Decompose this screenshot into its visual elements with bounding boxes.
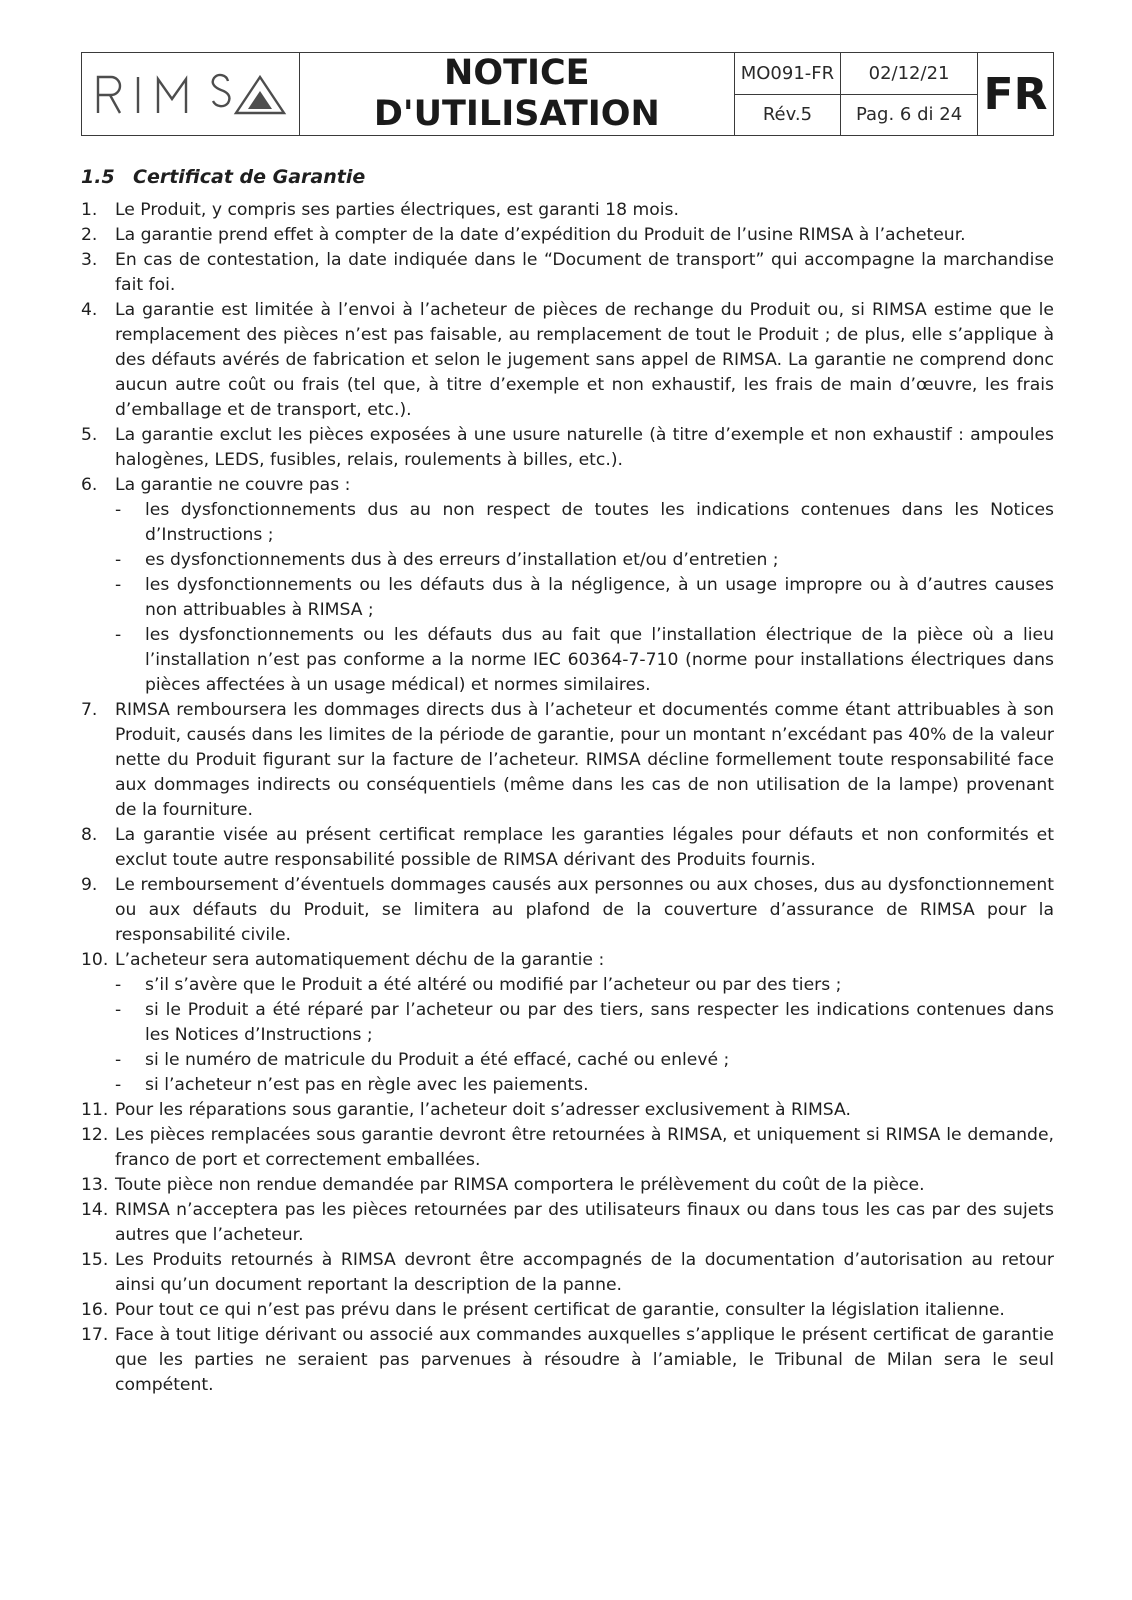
item-text: Face à tout litige dérivant ou associé aux commandes auxquelles s’applique le présent certificat de garantie que les parties ne seraient pas parvenues à résoudre à l’amiable, le Tribunal de Milan sera le seul compétent. xyxy=(115,1325,1054,1395)
item-text: RIMSA remboursera les dommages directs dus à l’acheteur et documentés comme étant attribuables à son Produit, causés dans les limites de la période de garantie, pour un montant n’excédant pas 40% de la valeur nette du Produit figurant sur la facture de l’acheteur. RIMSA décline formellement toute responsabilité face aux dommages indirects ou conséquentiels (même dans les cas de non utilisation de la lampe) provenant de la fourniture. xyxy=(115,700,1054,820)
item-text: La garantie visée au présent certificat remplace les garanties légales pour défauts et non conformités et exclut toute autre responsabilité possible de RIMSA dérivant des Produits fournis. xyxy=(115,825,1054,870)
item-text: Toute pièce non rendue demandée par RIMSA comportera le prélèvement du coût de la pièce. xyxy=(115,1175,925,1195)
item-text: La garantie exclut les pièces exposées à une usure naturelle (à titre d’exemple et non exhaustif : ampoules halogènes, LEDS, fusibles, relais, roulements à billes, etc.). xyxy=(115,425,1054,470)
sub-list-item xyxy=(115,548,1054,573)
item-text: L’acheteur sera automatiquement déchu de la garantie : xyxy=(115,950,605,970)
item-number: 11. xyxy=(81,1100,109,1120)
item-text: RIMSA n’acceptera pas les pièces retournées par des utilisateurs finaux ou dans tous les cas par des sujets autres que l’acheteur. xyxy=(115,1200,1054,1245)
item-number: 5. xyxy=(81,425,98,445)
sub-item-text: les dysfonctionnements ou les défauts dus à la négligence, à un usage impropre ou à d’autres causes non attribuables à RIMSA ; xyxy=(145,575,1054,620)
list-item xyxy=(81,1298,1054,1323)
sub-list-item xyxy=(115,1048,1054,1073)
sub-item-text: les dysfonctionnements ou les défauts dus au fait que l’installation électrique de la pièce où a lieu l’installation n’est pas conforme a la norme IEC 60364-7-710 (norme pour installations électriques dans pièces affectées à un usage médical) et normes similaires. xyxy=(145,625,1054,695)
rimsa-logo xyxy=(82,53,299,135)
page-number: Pag. 6 di 24 xyxy=(841,94,978,136)
title-cell xyxy=(299,53,734,136)
revision: Rév.5 xyxy=(734,94,840,136)
item-number: 13. xyxy=(81,1175,109,1195)
item-text: La garantie prend effet à compter de la date d’expédition du Produit de l’usine RIMSA à l’acheteur. xyxy=(115,225,966,245)
dash-marker: - xyxy=(115,500,122,520)
document-body xyxy=(81,164,1054,1398)
list-item xyxy=(81,223,1054,248)
list-item xyxy=(81,698,1054,823)
dash-marker: - xyxy=(115,575,122,595)
list-item xyxy=(81,248,1054,298)
item-number: 6. xyxy=(81,475,98,495)
list-item xyxy=(81,1173,1054,1198)
sub-list-item xyxy=(115,573,1054,623)
language-code: FR xyxy=(977,53,1053,136)
list-item xyxy=(81,1248,1054,1298)
dash-marker: - xyxy=(115,625,122,645)
section-title: Certificat de Garantie xyxy=(133,166,366,188)
item-number: 9. xyxy=(81,875,98,895)
document-header xyxy=(81,52,1054,136)
sub-item-text: si le Produit a été réparé par l’acheteur ou par des tiers, sans respecter les indications contenues dans les Notices d’Instructions ; xyxy=(145,1000,1054,1045)
sub-list-item xyxy=(115,1073,1054,1098)
item-number: 15. xyxy=(81,1250,109,1270)
logo-cell xyxy=(82,53,300,136)
sub-item-text: si le numéro de matricule du Produit a été effacé, caché ou enlevé ; xyxy=(145,1050,730,1070)
sub-list-item xyxy=(115,998,1054,1048)
sub-list-item xyxy=(115,623,1054,698)
item-number: 17. xyxy=(81,1325,109,1345)
item-number: 3. xyxy=(81,250,98,270)
dash-marker: - xyxy=(115,1050,122,1070)
list-item xyxy=(81,298,1054,423)
sub-list-item xyxy=(115,498,1054,548)
dash-marker: - xyxy=(115,1075,122,1095)
item-number: 16. xyxy=(81,1300,109,1320)
list-item xyxy=(81,948,1054,1098)
item-number: 10. xyxy=(81,950,109,970)
dash-marker: - xyxy=(115,550,122,570)
item-text: Les Produits retournés à RIMSA devront être accompagnés de la documentation d’autorisation au retour ainsi qu’un document reportant la description de la panne. xyxy=(115,1250,1054,1295)
item-number: 8. xyxy=(81,825,98,845)
sub-item-text: les dysfonctionnements dus au non respect de toutes les indications contenues dans les Notices d’Instructions ; xyxy=(145,500,1054,545)
item-text: Pour tout ce qui n’est pas prévu dans le présent certificat de garantie, consulter la législation italienne. xyxy=(115,1300,1005,1320)
sub-item-text: si l’acheteur n’est pas en règle avec les paiements. xyxy=(145,1075,589,1095)
sub-list-item xyxy=(115,973,1054,998)
list-item xyxy=(81,873,1054,948)
list-item xyxy=(81,1098,1054,1123)
title-line-2: D'UTILISATION xyxy=(373,94,660,134)
item-text: Les pièces remplacées sous garantie devront être retournées à RIMSA, et uniquement si RIMSA le demande, franco de port et correctement emballées. xyxy=(115,1125,1054,1170)
rimsa-logo-icon xyxy=(92,69,288,119)
list-item xyxy=(81,1323,1054,1398)
section-heading xyxy=(81,164,1054,190)
item-text: Le remboursement d’éventuels dommages causés aux personnes ou aux choses, dus au dysfonctionnement ou aux défauts du Produit, se limitera au plafond de la couverture d’assurance de RIMSA pour la responsabilité civile. xyxy=(115,875,1054,945)
title-line-1: NOTICE xyxy=(444,53,590,93)
sub-item-text: es dysfonctionnements dus à des erreurs d’installation et/ou d’entretien ; xyxy=(145,550,779,570)
item-number: 7. xyxy=(81,700,98,720)
sub-list xyxy=(115,973,1054,1098)
list-item xyxy=(81,473,1054,698)
item-number: 2. xyxy=(81,225,98,245)
item-number: 12. xyxy=(81,1125,109,1145)
dash-marker: - xyxy=(115,1000,122,1020)
item-text: La garantie est limitée à l’envoi à l’acheteur de pièces de rechange du Produit ou, si RIMSA estime que le remplacement des pièces n’est pas faisable, au remplacement de tout le Produit ; de plus, elle s’applique à des défauts avérés de fabrication et selon le jugement sans appel de RIMSA. La garantie ne comprend donc aucun autre coût ou frais (tel que, à titre d’exemple et non exhaustif, les frais de main d’œuvre, les frais d’emballage et de transport, etc.). xyxy=(115,300,1054,420)
item-text: Pour les réparations sous garantie, l’acheteur doit s’adresser exclusivement à RIMSA. xyxy=(115,1100,851,1120)
list-item xyxy=(81,198,1054,223)
sub-list xyxy=(115,498,1054,698)
sub-item-text: s’il s’avère que le Produit a été altéré ou modifié par l’acheteur ou par des tiers ; xyxy=(145,975,842,995)
section-number: 1.5 xyxy=(81,166,115,188)
list-item xyxy=(81,1198,1054,1248)
document-title xyxy=(300,53,734,135)
item-number: 4. xyxy=(81,300,98,320)
list-item xyxy=(81,823,1054,873)
warranty-list xyxy=(81,198,1054,1398)
doc-code: MO091-FR xyxy=(734,53,840,95)
item-text: La garantie ne couvre pas : xyxy=(115,475,351,495)
item-text: Le Produit, y compris ses parties électriques, est garanti 18 mois. xyxy=(115,200,679,220)
list-item xyxy=(81,423,1054,473)
item-number: 14. xyxy=(81,1200,109,1220)
item-number: 1. xyxy=(81,200,98,220)
doc-date: 02/12/21 xyxy=(841,53,978,95)
item-text: En cas de contestation, la date indiquée dans le “Document de transport” qui accompagne la marchandise fait foi. xyxy=(115,250,1054,295)
dash-marker: - xyxy=(115,975,122,995)
list-item xyxy=(81,1123,1054,1173)
